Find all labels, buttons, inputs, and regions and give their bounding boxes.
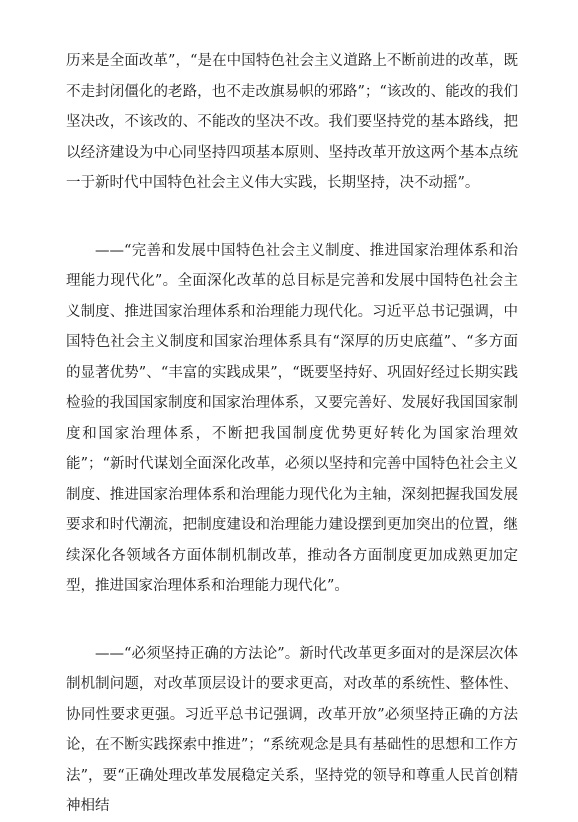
paragraph-1: 历来是全面改革”，“是在中国特色社会主义道路上不断前进的改革，既不走封闭僵化的老路，也不走改旗易帜的邪路”；“该改的、能改的我们坚决改，不该改的、不能改的坚决不改。我们要坚持党的基本路线，把以经济建设为中心同坚持四项基本原则、坚持改革开放这两个基本点统一于新时代中国特色社会主义伟大实践，长期坚持，决不动摇”。 — [66, 53, 518, 191]
paragraph-3: ——“必须坚持正确的方法论”。新时代改革更多面对的是深层次体制机制问题，对改革顶层设计的要求更高，对改革的系统性、整体性、协同性要求更强。习近平总书记强调，改革开放”必须坚持正确的方法论，在不断实践探索中推进”；“系统观念是具有基础性的思想和工作方法”，要“正确处理改革发展稳定关系，坚持党的领导和尊重人民首创精神相结 — [66, 645, 518, 814]
paragraph-2: ——“完善和发展中国特色社会主义制度、推进国家治理体系和治理能力现代化”。全面深化改革的总目标是完善和发展中国特色社会主义制度、推进国家治理体系和治理能力现代化。习近平总书记强调，中国特色社会主义制度和国家治理体系具有“深厚的历史底蕴”、“多方面的显著优势”、“丰富的实践成果”，“既要坚持好、巩固好经过长期实践检验的我国国家制度和国家治理体系，又要完善好、发展好我国国家制度和国家治理体系，不断把我国制度优势更好转化为国家治理效能”；“新时代谋划全面深化改革，必须以坚持和完善中国特色社会主义制度、推进国家治理体系和治理能力现代化为主轴，深刻把握我国发展要求和时代潮流，把制度建设和治理能力建设摆到更加突出的位置，继续深化各领域各方面体制机制改革，推动各方面制度更加成熟更加定型，推进国家治理体系和治理能力现代化”。 — [66, 242, 518, 594]
document-page — [66, 46, 518, 822]
